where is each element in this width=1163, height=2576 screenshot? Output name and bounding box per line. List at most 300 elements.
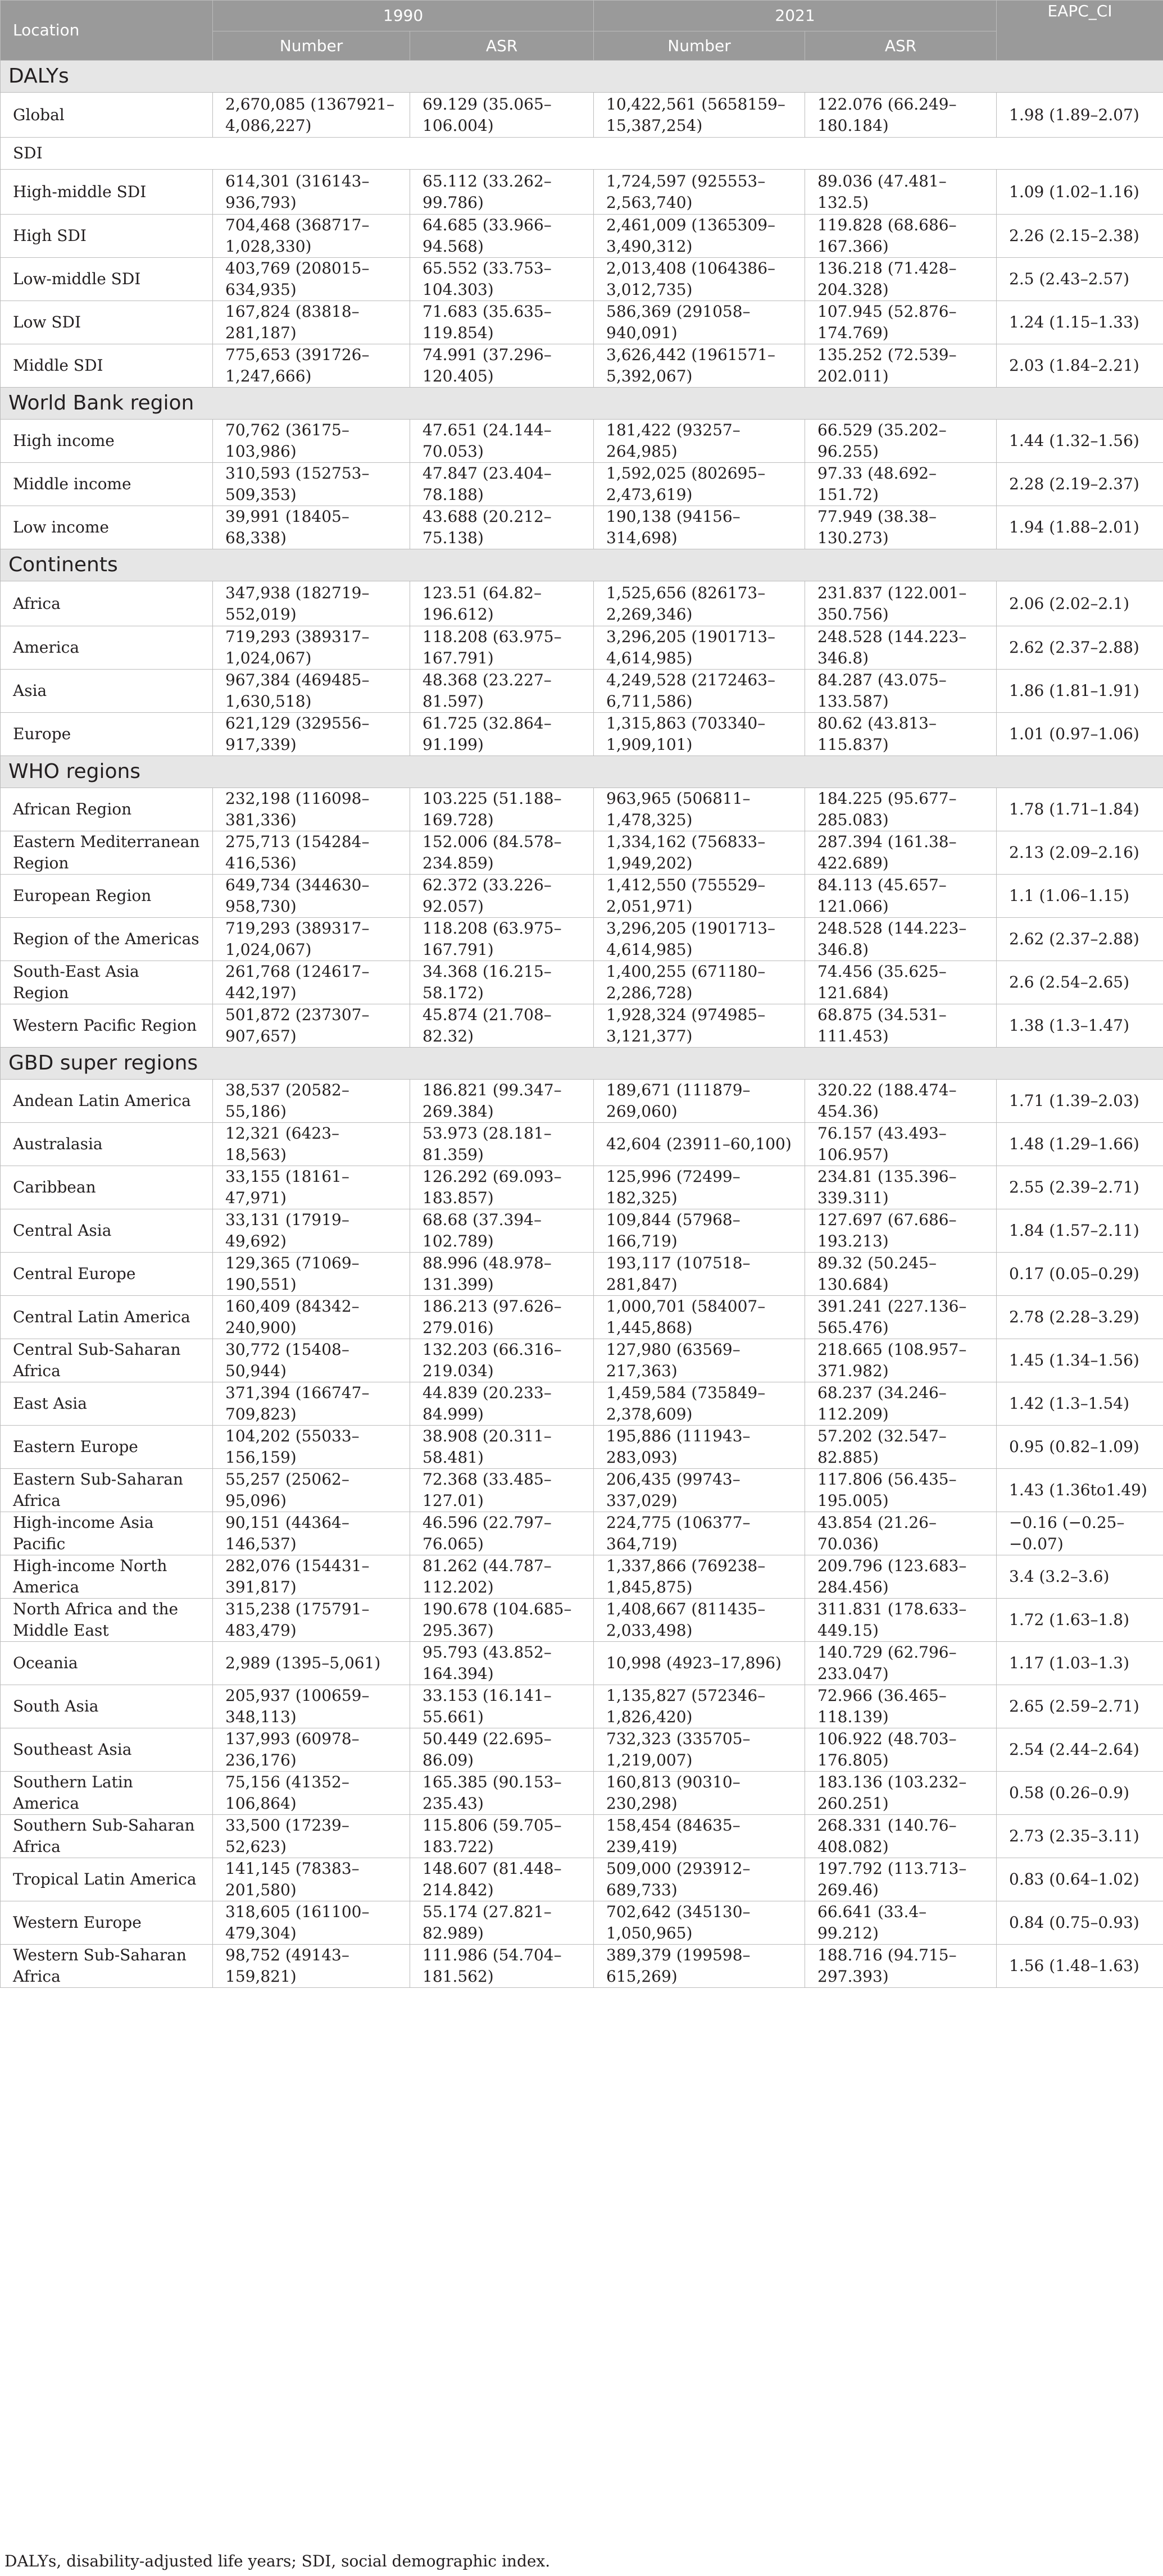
eapc-cell: 1.71 (1.39–2.03)	[997, 1080, 1163, 1123]
location-cell: Southeast Asia	[1, 1728, 213, 1772]
asr-2021-cell: 119.828 (68.686–167.366)	[805, 215, 997, 258]
asr-1990-cell: 44.839 (20.233–84.999)	[410, 1382, 594, 1426]
eapc-cell: 1.01 (0.97–1.06)	[997, 713, 1163, 756]
location-cell: Andean Latin America	[1, 1080, 213, 1123]
eapc-cell: 2.03 (1.84–2.21)	[997, 344, 1163, 388]
eapc-cell: 0.95 (0.82–1.09)	[997, 1426, 1163, 1469]
location-cell: Low SDI	[1, 301, 213, 344]
asr-1990-cell: 103.225 (51.188–169.728)	[410, 788, 594, 831]
number-1990-cell: 90,151 (44364–146,537)	[213, 1512, 410, 1555]
asr-1990-header: ASR	[410, 31, 594, 61]
number-1990-cell: 98,752 (49143–159,821)	[213, 1945, 410, 1988]
asr-2021-cell: 80.62 (43.813–115.837)	[805, 713, 997, 756]
asr-1990-cell: 46.596 (22.797–76.065)	[410, 1512, 594, 1555]
asr-2021-cell: 107.945 (52.876–174.769)	[805, 301, 997, 344]
table-row	[1, 420, 1163, 463]
eapc-cell: 1.56 (1.48–1.63)	[997, 1945, 1163, 1988]
asr-1990-cell: 71.683 (35.635–119.854)	[410, 301, 594, 344]
number-2021-cell: 702,642 (345130–1,050,965)	[594, 1901, 805, 1945]
table-row	[1, 918, 1163, 961]
section-header-row	[1, 756, 1163, 788]
number-1990-cell: 501,872 (237307–907,657)	[213, 1004, 410, 1048]
location-cell: Oceania	[1, 1642, 213, 1685]
number-1990-cell: 167,824 (83818–281,187)	[213, 301, 410, 344]
asr-1990-cell: 45.874 (21.708–82.32)	[410, 1004, 594, 1048]
number-2021-cell: 4,249,528 (2172463–6,711,586)	[594, 670, 805, 713]
number-2021-cell: 2,013,408 (1064386–3,012,735)	[594, 258, 805, 301]
number-1990-cell: 12,321 (6423–18,563)	[213, 1123, 410, 1166]
location-cell: Eastern Mediterranean Region	[1, 831, 213, 875]
table-row	[1, 463, 1163, 506]
number-2021-cell: 190,138 (94156–314,698)	[594, 506, 805, 549]
asr-2021-cell: 197.792 (113.713–269.46)	[805, 1858, 997, 1901]
asr-2021-cell: 136.218 (71.428–204.328)	[805, 258, 997, 301]
eapc-cell: 1.72 (1.63–1.8)	[997, 1599, 1163, 1642]
table-row	[1, 1642, 1163, 1685]
number-2021-cell: 195,886 (111943–283,093)	[594, 1426, 805, 1469]
asr-1990-cell: 50.449 (22.695–86.09)	[410, 1728, 594, 1772]
asr-2021-header: ASR	[805, 31, 997, 61]
table-row	[1, 344, 1163, 388]
subgroup-label: SDI	[1, 138, 1163, 170]
number-2021-cell: 3,296,205 (1901713–4,614,985)	[594, 626, 805, 670]
number-2021-cell: 3,296,205 (1901713–4,614,985)	[594, 918, 805, 961]
asr-1990-cell: 62.372 (33.226–92.057)	[410, 875, 594, 918]
table-row	[1, 1469, 1163, 1512]
asr-2021-cell: 66.529 (35.202–96.255)	[805, 420, 997, 463]
table-row	[1, 1296, 1163, 1339]
table-row	[1, 1815, 1163, 1858]
number-2021-cell: 160,813 (90310–230,298)	[594, 1772, 805, 1815]
section-header-row	[1, 61, 1163, 93]
asr-1990-cell: 118.208 (63.975–167.791)	[410, 918, 594, 961]
table-row	[1, 1685, 1163, 1728]
number-1990-cell: 403,769 (208015–634,935)	[213, 258, 410, 301]
section-title: DALYs	[1, 61, 1163, 93]
asr-1990-cell: 152.006 (84.578–234.859)	[410, 831, 594, 875]
number-1990-cell: 310,593 (152753–509,353)	[213, 463, 410, 506]
table-row	[1, 1901, 1163, 1945]
asr-1990-cell: 47.847 (23.404–78.188)	[410, 463, 594, 506]
number-2021-cell: 1,000,701 (584007–1,445,868)	[594, 1296, 805, 1339]
location-cell: Western Sub-Saharan Africa	[1, 1945, 213, 1988]
number-1990-cell: 967,384 (469485–1,630,518)	[213, 670, 410, 713]
number-1990-cell: 205,937 (100659–348,113)	[213, 1685, 410, 1728]
number-2021-cell: 1,928,324 (974985–3,121,377)	[594, 1004, 805, 1048]
asr-2021-cell: 77.949 (38.38–130.273)	[805, 506, 997, 549]
asr-2021-cell: 106.922 (48.703–176.805)	[805, 1728, 997, 1772]
asr-1990-cell: 38.908 (20.311–58.481)	[410, 1426, 594, 1469]
number-2021-cell: 1,459,584 (735849–2,378,609)	[594, 1382, 805, 1426]
table-row	[1, 1080, 1163, 1123]
number-1990-cell: 315,238 (175791–483,479)	[213, 1599, 410, 1642]
eapc-cell: 2.73 (2.35–3.11)	[997, 1815, 1163, 1858]
table-row	[1, 626, 1163, 670]
table-row	[1, 788, 1163, 831]
asr-1990-cell: 186.821 (99.347–269.384)	[410, 1080, 594, 1123]
eapc-cell: 1.86 (1.81–1.91)	[997, 670, 1163, 713]
asr-1990-cell: 33.153 (16.141–55.661)	[410, 1685, 594, 1728]
number-2021-cell: 1,135,827 (572346–1,826,420)	[594, 1685, 805, 1728]
number-1990-cell: 38,537 (20582–55,186)	[213, 1080, 410, 1123]
asr-2021-cell: 320.22 (188.474–454.36)	[805, 1080, 997, 1123]
table-row	[1, 1004, 1163, 1048]
number-1990-cell: 775,653 (391726–1,247,666)	[213, 344, 410, 388]
number-2021-cell: 1,592,025 (802695–2,473,619)	[594, 463, 805, 506]
table-row	[1, 581, 1163, 626]
table-row	[1, 1858, 1163, 1901]
section-title: GBD super regions	[1, 1048, 1163, 1080]
table-row	[1, 1166, 1163, 1209]
number-1990-cell: 261,768 (124617–442,197)	[213, 961, 410, 1004]
number-1990-cell: 2,989 (1395–5,061)	[213, 1642, 410, 1685]
location-cell: North Africa and the Middle East	[1, 1599, 213, 1642]
table-row	[1, 670, 1163, 713]
asr-1990-cell: 65.112 (33.262–99.786)	[410, 170, 594, 215]
asr-2021-cell: 209.796 (123.683–284.456)	[805, 1555, 997, 1599]
table-row	[1, 506, 1163, 549]
table-row	[1, 1512, 1163, 1555]
number-2021-cell: 181,422 (93257–264,985)	[594, 420, 805, 463]
asr-1990-cell: 55.174 (27.821–82.989)	[410, 1901, 594, 1945]
number-1990-cell: 719,293 (389317–1,024,067)	[213, 918, 410, 961]
asr-1990-cell: 186.213 (97.626–279.016)	[410, 1296, 594, 1339]
number-1990-cell: 55,257 (25062–95,096)	[213, 1469, 410, 1512]
table-row	[1, 1253, 1163, 1296]
location-cell: East Asia	[1, 1382, 213, 1426]
number-1990-cell: 129,365 (71069–190,551)	[213, 1253, 410, 1296]
number-2021-cell: 10,998 (4923–17,896)	[594, 1642, 805, 1685]
location-cell: Europe	[1, 713, 213, 756]
asr-2021-cell: 122.076 (66.249–180.184)	[805, 93, 997, 138]
number-2021-cell: 206,435 (99743–337,029)	[594, 1469, 805, 1512]
location-cell: South-East Asia Region	[1, 961, 213, 1004]
location-cell: Low income	[1, 506, 213, 549]
footnote: DALYs, disability-adjusted life years; SDI, social demographic index.	[4, 2552, 551, 2570]
asr-1990-cell: 64.685 (33.966–94.568)	[410, 215, 594, 258]
section-title: WHO regions	[1, 756, 1163, 788]
table-row	[1, 831, 1163, 875]
number-2021-cell: 158,454 (84635–239,419)	[594, 1815, 805, 1858]
asr-1990-cell: 65.552 (33.753–104.303)	[410, 258, 594, 301]
asr-2021-cell: 188.716 (94.715–297.393)	[805, 1945, 997, 1988]
year-2021-header: 2021	[594, 1, 997, 31]
number-1990-cell: 621,129 (329556–917,339)	[213, 713, 410, 756]
eapc-cell: 3.4 (3.2–3.6)	[997, 1555, 1163, 1599]
location-cell: Tropical Latin America	[1, 1858, 213, 1901]
table-row	[1, 713, 1163, 756]
number-2021-cell: 193,117 (107518–281,847)	[594, 1253, 805, 1296]
asr-2021-cell: 140.729 (62.796–233.047)	[805, 1642, 997, 1685]
number-2021-cell: 586,369 (291058–940,091)	[594, 301, 805, 344]
section-title: World Bank region	[1, 388, 1163, 420]
asr-1990-cell: 53.973 (28.181–81.359)	[410, 1123, 594, 1166]
number-1990-cell: 318,605 (161100–479,304)	[213, 1901, 410, 1945]
asr-2021-cell: 218.665 (108.957–371.982)	[805, 1339, 997, 1382]
location-header: Location	[1, 1, 213, 61]
eapc-cell: 2.13 (2.09–2.16)	[997, 831, 1163, 875]
table-row	[1, 1772, 1163, 1815]
eapc-cell: 1.38 (1.3–1.47)	[997, 1004, 1163, 1048]
asr-2021-cell: 248.528 (144.223–346.8)	[805, 918, 997, 961]
eapc-cell: 0.83 (0.64–1.02)	[997, 1858, 1163, 1901]
table-row	[1, 1209, 1163, 1253]
table-row	[1, 1382, 1163, 1426]
location-cell: Central Asia	[1, 1209, 213, 1253]
asr-2021-cell: 89.32 (50.245–130.684)	[805, 1253, 997, 1296]
table-row	[1, 1123, 1163, 1166]
table-row	[1, 93, 1163, 138]
number-2021-cell: 10,422,561 (5658159–15,387,254)	[594, 93, 805, 138]
asr-1990-cell: 69.129 (35.065–106.004)	[410, 93, 594, 138]
eapc-cell: 1.84 (1.57–2.11)	[997, 1209, 1163, 1253]
number-2021-cell: 509,000 (293912–689,733)	[594, 1858, 805, 1901]
eapc-cell: 2.6 (2.54–2.65)	[997, 961, 1163, 1004]
table-row	[1, 1599, 1163, 1642]
eapc-cell: 2.06 (2.02–2.1)	[997, 581, 1163, 626]
asr-2021-cell: 84.113 (45.657–121.066)	[805, 875, 997, 918]
asr-1990-cell: 72.368 (33.485–127.01)	[410, 1469, 594, 1512]
subgroup-row	[1, 138, 1163, 170]
asr-1990-cell: 81.262 (44.787–112.202)	[410, 1555, 594, 1599]
asr-1990-cell: 132.203 (66.316–219.034)	[410, 1339, 594, 1382]
asr-1990-cell: 123.51 (64.82–196.612)	[410, 581, 594, 626]
asr-2021-cell: 183.136 (103.232–260.251)	[805, 1772, 997, 1815]
number-2021-cell: 125,996 (72499–182,325)	[594, 1166, 805, 1209]
table-row	[1, 875, 1163, 918]
asr-2021-cell: 391.241 (227.136–565.476)	[805, 1296, 997, 1339]
asr-1990-cell: 88.996 (48.978–131.399)	[410, 1253, 594, 1296]
number-2021-cell: 42,604 (23911–60,100)	[594, 1123, 805, 1166]
number-2021-cell: 1,408,667 (811435–2,033,498)	[594, 1599, 805, 1642]
asr-2021-cell: 234.81 (135.396–339.311)	[805, 1166, 997, 1209]
number-1990-cell: 275,713 (154284–416,536)	[213, 831, 410, 875]
number-1990-cell: 141,145 (78383–201,580)	[213, 1858, 410, 1901]
asr-2021-cell: 117.806 (56.435–195.005)	[805, 1469, 997, 1512]
number-2021-cell: 127,980 (63569–217,363)	[594, 1339, 805, 1382]
number-2021-cell: 1,525,656 (826173–2,269,346)	[594, 581, 805, 626]
asr-1990-cell: 47.651 (24.144–70.053)	[410, 420, 594, 463]
location-cell: High SDI	[1, 215, 213, 258]
eapc-cell: 2.55 (2.39–2.71)	[997, 1166, 1163, 1209]
asr-2021-cell: 68.875 (34.531–111.453)	[805, 1004, 997, 1048]
number-2021-cell: 224,775 (106377–364,719)	[594, 1512, 805, 1555]
table-row	[1, 961, 1163, 1004]
location-cell: Western Europe	[1, 1901, 213, 1945]
eapc-cell: 0.84 (0.75–0.93)	[997, 1901, 1163, 1945]
eapc-cell: 1.43 (1.36to1.49)	[997, 1469, 1163, 1512]
asr-2021-cell: 68.237 (34.246–112.209)	[805, 1382, 997, 1426]
table-row	[1, 215, 1163, 258]
number-2021-cell: 1,400,255 (671180–2,286,728)	[594, 961, 805, 1004]
number-1990-cell: 347,938 (182719–552,019)	[213, 581, 410, 626]
asr-2021-cell: 135.252 (72.539–202.011)	[805, 344, 997, 388]
asr-2021-cell: 268.331 (140.76–408.082)	[805, 1815, 997, 1858]
location-cell: Low-middle SDI	[1, 258, 213, 301]
number-1990-cell: 39,991 (18405–68,338)	[213, 506, 410, 549]
number-1990-cell: 719,293 (389317–1,024,067)	[213, 626, 410, 670]
number-2021-cell: 3,626,442 (1961571–5,392,067)	[594, 344, 805, 388]
location-cell: European Region	[1, 875, 213, 918]
location-cell: Middle SDI	[1, 344, 213, 388]
eapc-cell: 2.26 (2.15–2.38)	[997, 215, 1163, 258]
table-row	[1, 170, 1163, 215]
asr-1990-cell: 148.607 (81.448–214.842)	[410, 1858, 594, 1901]
location-cell: Asia	[1, 670, 213, 713]
section-header-row	[1, 1048, 1163, 1080]
location-cell: High-middle SDI	[1, 170, 213, 215]
asr-2021-cell: 311.831 (178.633–449.15)	[805, 1599, 997, 1642]
number-1990-cell: 232,198 (116098–381,336)	[213, 788, 410, 831]
location-cell: Africa	[1, 581, 213, 626]
year-1990-header: 1990	[213, 1, 594, 31]
asr-2021-cell: 97.33 (48.692–151.72)	[805, 463, 997, 506]
eapc-cell: 1.78 (1.71–1.84)	[997, 788, 1163, 831]
location-cell: Global	[1, 93, 213, 138]
asr-2021-cell: 248.528 (144.223–346.8)	[805, 626, 997, 670]
location-cell: South Asia	[1, 1685, 213, 1728]
eapc-cell: 0.17 (0.05–0.29)	[997, 1253, 1163, 1296]
eapc-cell: 1.94 (1.88–2.01)	[997, 506, 1163, 549]
eapc-cell: 2.78 (2.28–3.29)	[997, 1296, 1163, 1339]
number-1990-cell: 75,156 (41352–106,864)	[213, 1772, 410, 1815]
number-1990-cell: 2,670,085 (1367921–4,086,227)	[213, 93, 410, 138]
table-row	[1, 1339, 1163, 1382]
eapc-cell: 1.48 (1.29–1.66)	[997, 1123, 1163, 1166]
asr-2021-cell: 74.456 (35.625–121.684)	[805, 961, 997, 1004]
eapc-cell: 1.45 (1.34–1.56)	[997, 1339, 1163, 1382]
number-1990-header: Number	[213, 31, 410, 61]
location-cell: Central Latin America	[1, 1296, 213, 1339]
asr-2021-cell: 89.036 (47.481–132.5)	[805, 170, 997, 215]
number-1990-cell: 33,131 (17919–49,692)	[213, 1209, 410, 1253]
number-1990-cell: 704,468 (368717–1,028,330)	[213, 215, 410, 258]
asr-2021-cell: 184.225 (95.677–285.083)	[805, 788, 997, 831]
section-header-row	[1, 388, 1163, 420]
asr-1990-cell: 48.368 (23.227–81.597)	[410, 670, 594, 713]
eapc-cell: 2.62 (2.37–2.88)	[997, 918, 1163, 961]
number-2021-cell: 189,671 (111879–269,060)	[594, 1080, 805, 1123]
section-title: Continents	[1, 549, 1163, 581]
number-2021-cell: 1,337,866 (769238–1,845,875)	[594, 1555, 805, 1599]
number-2021-cell: 963,965 (506811–1,478,325)	[594, 788, 805, 831]
asr-1990-cell: 68.68 (37.394–102.789)	[410, 1209, 594, 1253]
location-cell: Eastern Sub-Saharan Africa	[1, 1469, 213, 1512]
location-cell: Central Europe	[1, 1253, 213, 1296]
eapc-cell: 1.09 (1.02–1.16)	[997, 170, 1163, 215]
asr-1990-cell: 190.678 (104.685–295.367)	[410, 1599, 594, 1642]
asr-2021-cell: 76.157 (43.493–106.957)	[805, 1123, 997, 1166]
table-row	[1, 1728, 1163, 1772]
number-2021-header: Number	[594, 31, 805, 61]
asr-1990-cell: 43.688 (20.212–75.138)	[410, 506, 594, 549]
asr-1990-cell: 165.385 (90.153–235.43)	[410, 1772, 594, 1815]
location-cell: High income	[1, 420, 213, 463]
table-row	[1, 1555, 1163, 1599]
location-cell: Australasia	[1, 1123, 213, 1166]
eapc-cell: 2.65 (2.59–2.71)	[997, 1685, 1163, 1728]
asr-2021-cell: 127.697 (67.686–193.213)	[805, 1209, 997, 1253]
asr-2021-cell: 72.966 (36.465–118.139)	[805, 1685, 997, 1728]
eapc-cell: 0.58 (0.26–0.9)	[997, 1772, 1163, 1815]
location-cell: Region of the Americas	[1, 918, 213, 961]
location-cell: High-income North America	[1, 1555, 213, 1599]
eapc-cell: 2.5 (2.43–2.57)	[997, 258, 1163, 301]
location-cell: Eastern Europe	[1, 1426, 213, 1469]
location-cell: Western Pacific Region	[1, 1004, 213, 1048]
number-2021-cell: 389,379 (199598–615,269)	[594, 1945, 805, 1988]
number-1990-cell: 282,076 (154431–391,817)	[213, 1555, 410, 1599]
location-cell: High-income Asia Pacific	[1, 1512, 213, 1555]
location-cell: Central Sub-Saharan Africa	[1, 1339, 213, 1382]
eapc-cell: 2.62 (2.37–2.88)	[997, 626, 1163, 670]
number-1990-cell: 33,155 (18161–47,971)	[213, 1166, 410, 1209]
number-2021-cell: 109,844 (57968–166,719)	[594, 1209, 805, 1253]
asr-1990-cell: 111.986 (54.704–181.562)	[410, 1945, 594, 1988]
eapc-cell: 2.54 (2.44–2.64)	[997, 1728, 1163, 1772]
asr-1990-cell: 95.793 (43.852–164.394)	[410, 1642, 594, 1685]
number-1990-cell: 30,772 (15408–50,944)	[213, 1339, 410, 1382]
asr-2021-cell: 231.837 (122.001–350.756)	[805, 581, 997, 626]
location-cell: Southern Sub-Saharan Africa	[1, 1815, 213, 1858]
asr-2021-cell: 84.287 (43.075–133.587)	[805, 670, 997, 713]
number-1990-cell: 137,993 (60978–236,176)	[213, 1728, 410, 1772]
number-2021-cell: 732,323 (335705–1,219,007)	[594, 1728, 805, 1772]
location-cell: Caribbean	[1, 1166, 213, 1209]
eapc-cell: 1.17 (1.03–1.3)	[997, 1642, 1163, 1685]
number-1990-cell: 614,301 (316143–936,793)	[213, 170, 410, 215]
number-2021-cell: 1,412,550 (755529–2,051,971)	[594, 875, 805, 918]
number-2021-cell: 1,724,597 (925553–2,563,740)	[594, 170, 805, 215]
asr-1990-cell: 34.368 (16.215–58.172)	[410, 961, 594, 1004]
number-1990-cell: 649,734 (344630–958,730)	[213, 875, 410, 918]
asr-1990-cell: 74.991 (37.296–120.405)	[410, 344, 594, 388]
number-1990-cell: 33,500 (17239–52,623)	[213, 1815, 410, 1858]
location-cell: America	[1, 626, 213, 670]
section-header-row	[1, 549, 1163, 581]
eapc-cell: 1.24 (1.15–1.33)	[997, 301, 1163, 344]
asr-2021-cell: 66.641 (33.4–99.212)	[805, 1901, 997, 1945]
number-2021-cell: 2,461,009 (1365309–3,490,312)	[594, 215, 805, 258]
asr-2021-cell: 287.394 (161.38–422.689)	[805, 831, 997, 875]
asr-2021-cell: 57.202 (32.547–82.885)	[805, 1426, 997, 1469]
header-row-years	[1, 1, 1163, 31]
table-row	[1, 1426, 1163, 1469]
location-cell: Southern Latin America	[1, 1772, 213, 1815]
asr-2021-cell: 43.854 (21.26–70.036)	[805, 1512, 997, 1555]
location-cell: Middle income	[1, 463, 213, 506]
eapc-header: EAPC_CI	[997, 1, 1163, 61]
eapc-cell: 1.42 (1.3–1.54)	[997, 1382, 1163, 1426]
asr-1990-cell: 61.725 (32.864–91.199)	[410, 713, 594, 756]
number-1990-cell: 104,202 (55033–156,159)	[213, 1426, 410, 1469]
eapc-cell: 1.98 (1.89–2.07)	[997, 93, 1163, 138]
number-1990-cell: 70,762 (36175–103,986)	[213, 420, 410, 463]
eapc-cell: −0.16 (−0.25–−0.07)	[997, 1512, 1163, 1555]
number-2021-cell: 1,334,162 (756833–1,949,202)	[594, 831, 805, 875]
eapc-cell: 2.28 (2.19–2.37)	[997, 463, 1163, 506]
asr-1990-cell: 118.208 (63.975–167.791)	[410, 626, 594, 670]
asr-1990-cell: 115.806 (59.705–183.722)	[410, 1815, 594, 1858]
location-cell: African Region	[1, 788, 213, 831]
number-2021-cell: 1,315,863 (703340–1,909,101)	[594, 713, 805, 756]
eapc-cell: 1.44 (1.32–1.56)	[997, 420, 1163, 463]
table-row	[1, 258, 1163, 301]
table-body	[1, 61, 1163, 1988]
number-1990-cell: 371,394 (166747–709,823)	[213, 1382, 410, 1426]
number-1990-cell: 160,409 (84342–240,900)	[213, 1296, 410, 1339]
asr-1990-cell: 126.292 (69.093–183.857)	[410, 1166, 594, 1209]
